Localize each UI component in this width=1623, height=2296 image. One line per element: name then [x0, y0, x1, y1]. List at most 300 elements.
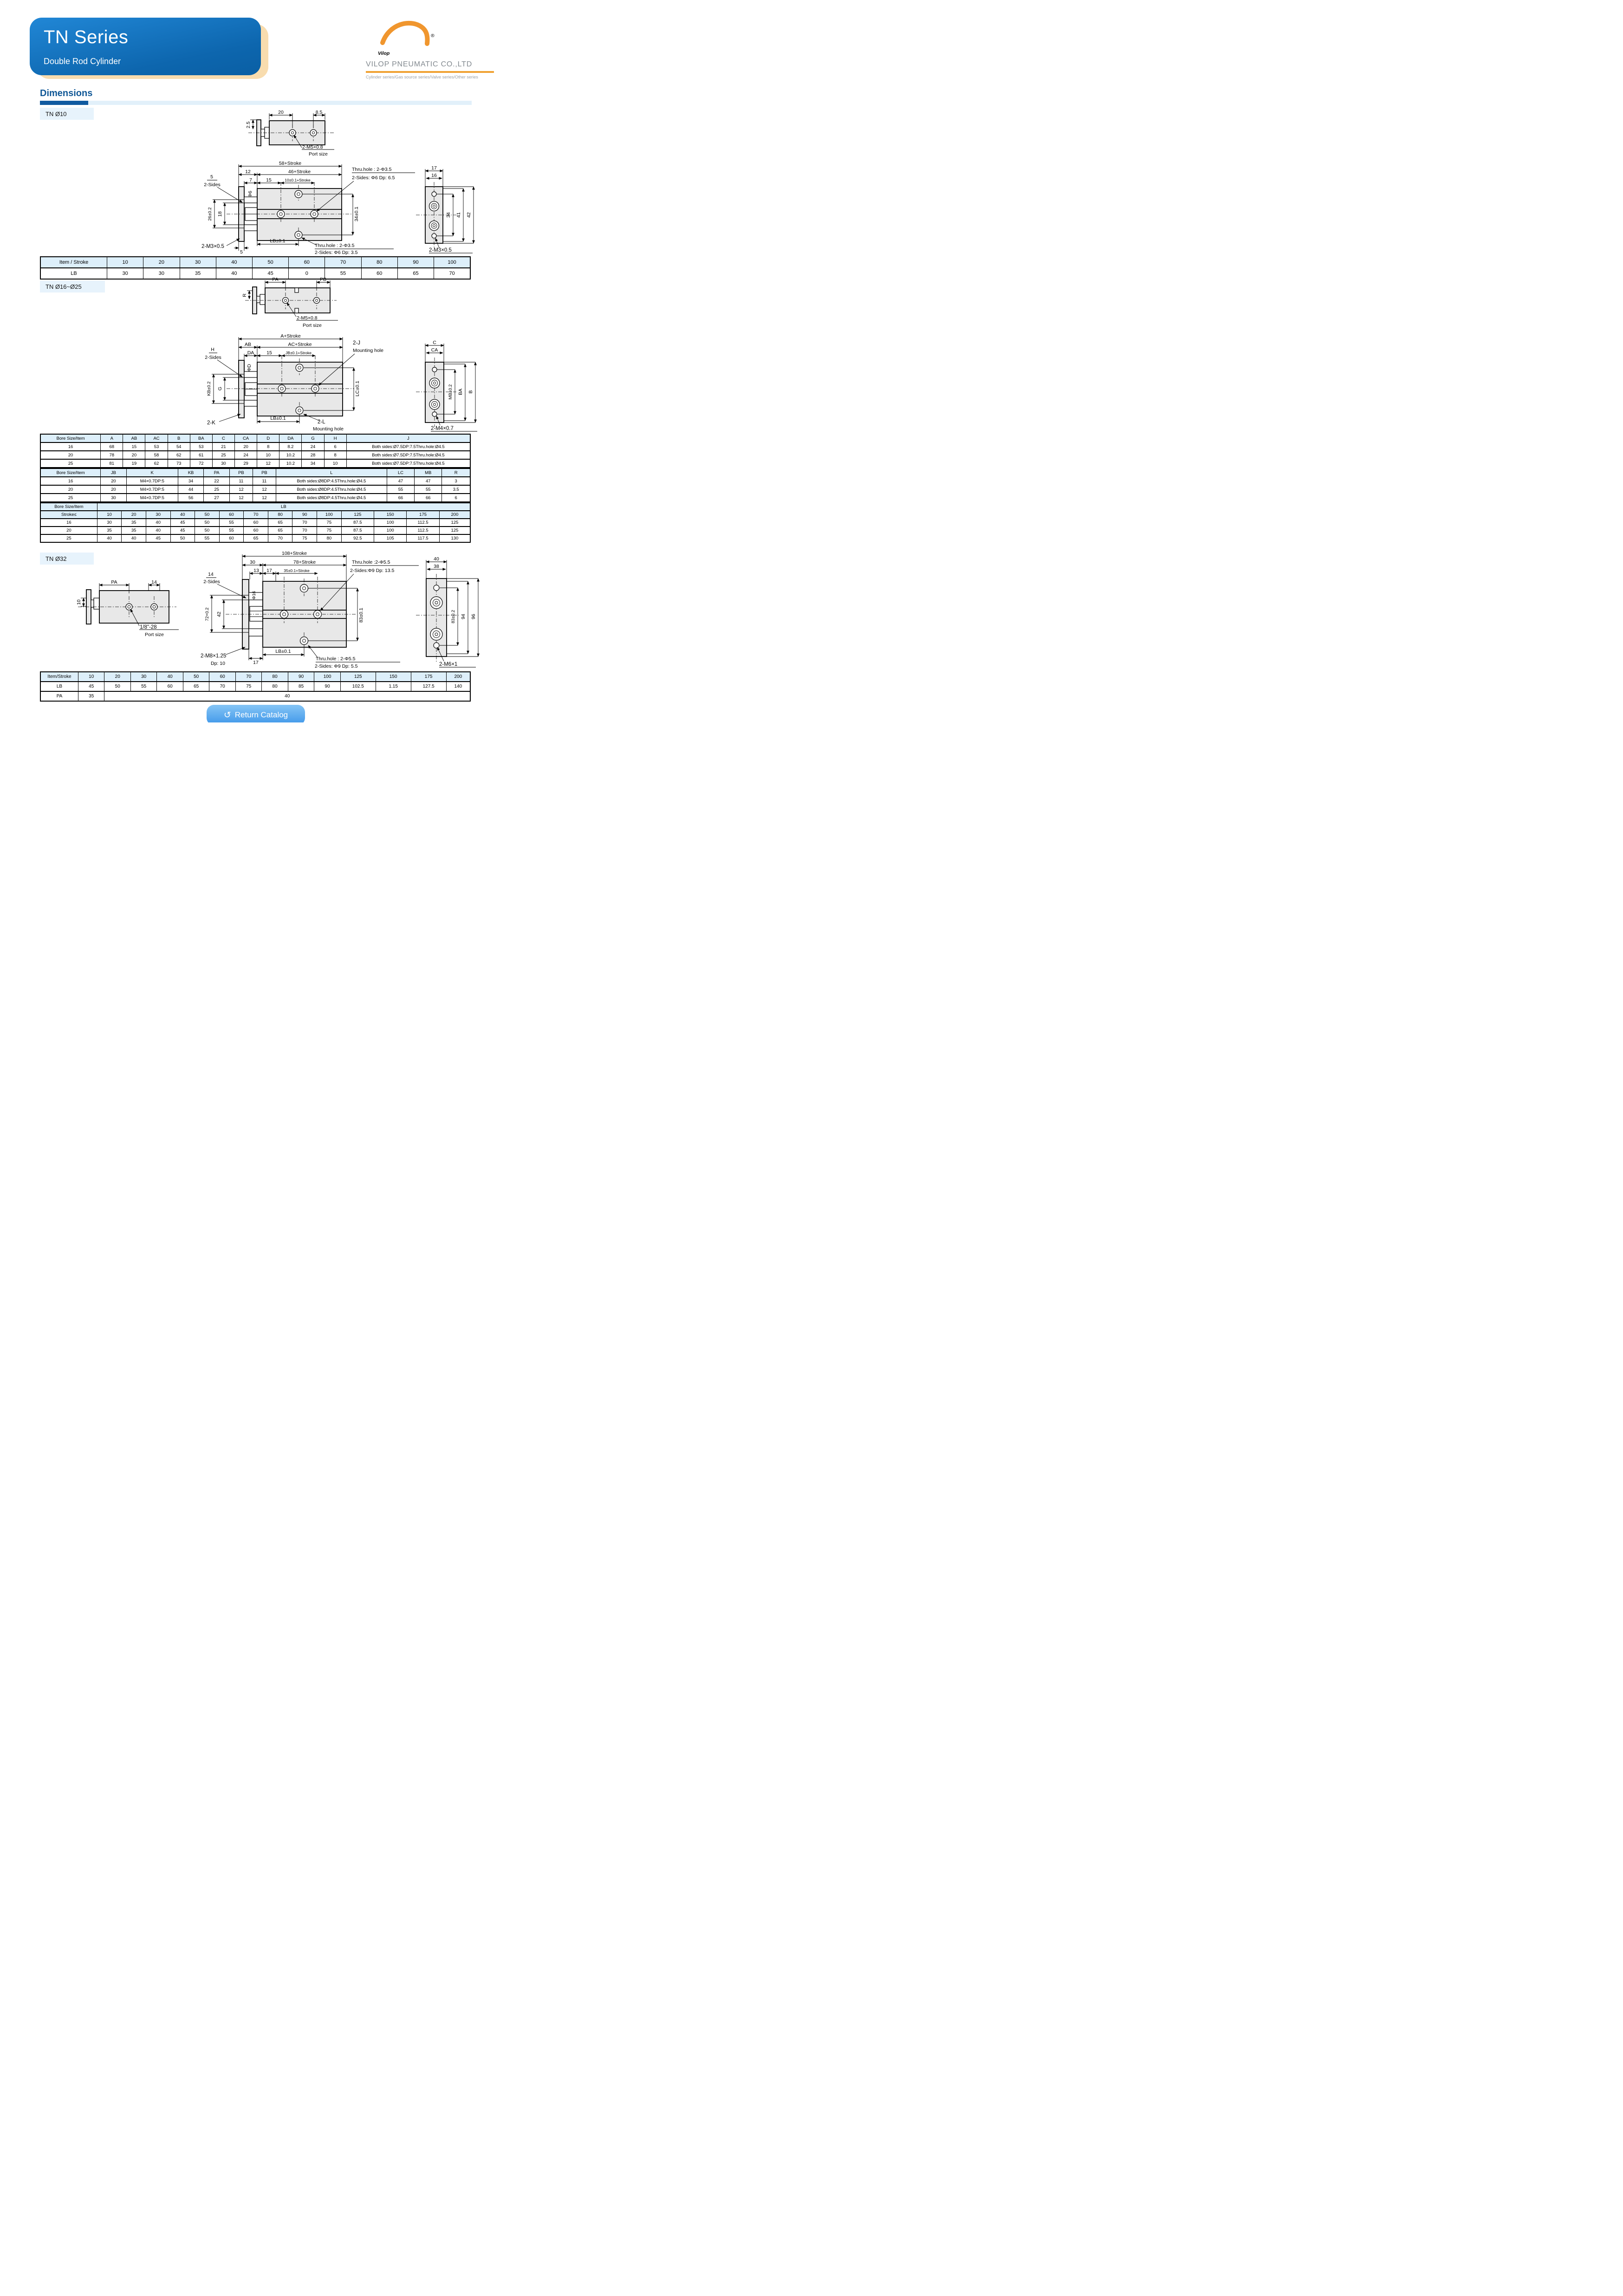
data-cell: 70 — [434, 268, 470, 279]
drawing-tn32-top-view — [74, 578, 190, 640]
data-cell: 3 — [442, 477, 470, 485]
dim-label: 78+Stroke — [293, 559, 316, 565]
dim-label: 10 — [76, 599, 82, 605]
dim-label: B — [468, 390, 474, 394]
data-cell: 112.5 — [407, 519, 439, 527]
data-cell: 70 — [209, 682, 235, 691]
header-cell: H — [324, 434, 346, 442]
thru-hole-label: 2-Sides: Φ9 Dp: 5.5 — [315, 663, 358, 669]
data-cell: 40 — [122, 534, 146, 542]
data-cell: 0 — [289, 268, 325, 279]
dim-label: CA — [431, 347, 438, 353]
header-cell: LB — [97, 503, 470, 511]
data-cell: 45 — [170, 527, 195, 534]
header-cell: 40 — [170, 511, 195, 519]
data-cell: Both sides:Ø8DP:4.5Thru.hole:Ø4.5 — [276, 494, 387, 502]
mounting-hole-label: 2-L — [318, 419, 325, 425]
port-hole — [314, 611, 322, 618]
thread-label: 2-M3×0.5 — [201, 244, 224, 249]
data-cell: 30 — [97, 519, 122, 527]
header-cell: 100 — [317, 511, 342, 519]
header-cell: 50 — [252, 257, 288, 268]
data-cell: 65 — [268, 527, 292, 534]
header-cell: 200 — [439, 511, 470, 519]
data-cell: 30 — [143, 268, 180, 279]
data-cell: 140 — [446, 682, 470, 691]
dim-label: LB±0.1 — [270, 238, 286, 244]
dim-label: 16 — [431, 173, 437, 178]
data-cell: 117.5 — [407, 534, 439, 542]
mounting-hole — [295, 231, 302, 239]
data-cell: 12 — [253, 485, 276, 494]
drawing-tn32-front-view — [199, 550, 422, 670]
data-cell: 11 — [229, 477, 253, 485]
data-cell: M4×0.7DP:5 — [126, 477, 178, 485]
port-hole — [310, 130, 317, 136]
dim-label: 7 — [249, 177, 252, 183]
data-cell: 16 — [40, 519, 97, 527]
data-cell: 20 — [123, 451, 145, 459]
header-cell: 10 — [78, 672, 104, 682]
data-cell: 27 — [204, 494, 230, 502]
data-cell: 40 — [97, 534, 122, 542]
dim-label: 30 — [250, 559, 255, 565]
data-cell: 65 — [268, 519, 292, 527]
header-cell: 100 — [434, 257, 470, 268]
thru-hole-label: 2-Sides:Φ9 Dp: 13.5 — [350, 568, 395, 573]
data-cell: M4×0.7DP:5 — [126, 485, 178, 494]
data-cell: 72 — [190, 459, 212, 468]
header-cell: G — [302, 434, 324, 442]
dim-label: 2-Sides — [205, 355, 221, 360]
dim-label: LC±0.1 — [355, 381, 360, 397]
dim-label: Φ16 — [252, 591, 257, 600]
data-cell: 10 — [324, 459, 346, 468]
dim-label: 94 — [461, 614, 466, 619]
return-catalog-button[interactable] — [207, 705, 305, 722]
data-cell: 65 — [397, 268, 434, 279]
size-label-tn10: TN Ø10 — [40, 108, 94, 120]
data-cell: 25 — [212, 451, 234, 459]
data-cell: 125 — [439, 519, 470, 527]
data-cell: 92.5 — [341, 534, 374, 542]
port-size-sublabel: Port size — [145, 632, 164, 637]
header-cell: 150 — [374, 511, 407, 519]
dim-label: 17 — [266, 568, 272, 573]
dim-label: 12 — [245, 169, 251, 175]
data-cell: 24 — [234, 451, 257, 459]
dim-label: AC+Stroke — [288, 342, 312, 347]
data-cell: 30 — [212, 459, 234, 468]
data-cell: 75 — [317, 527, 342, 534]
rod-hole — [429, 202, 439, 211]
thru-hole-label: Thru.hole : 2-Φ5.5 — [316, 656, 356, 662]
header-cell: 70 — [325, 257, 361, 268]
rod-hole — [429, 399, 440, 410]
data-cell: 10 — [257, 451, 279, 459]
port-hole — [312, 385, 319, 392]
header-cell: 80 — [268, 511, 292, 519]
dim-label: 10±0.1+Stroke — [285, 178, 311, 182]
data-cell: 12 — [229, 494, 253, 502]
brand-logo — [374, 19, 455, 60]
data-cell: 47 — [415, 477, 442, 485]
data-cell: 55 — [219, 527, 244, 534]
data-cell: 40 — [216, 268, 252, 279]
dim-label: 42 — [466, 212, 472, 218]
dim-label: LB±0.1 — [270, 416, 286, 421]
header-cell: 30 — [180, 257, 216, 268]
header-cell: 125 — [341, 511, 374, 519]
dim-label: 83±0.2 — [451, 610, 456, 624]
data-cell: 47 — [387, 477, 414, 485]
thread-label: 2-M8×1.25 — [201, 653, 227, 659]
port-size-sublabel: Port size — [309, 151, 328, 157]
dim-label: 14 — [151, 579, 157, 585]
data-cell: 90 — [314, 682, 340, 691]
header-cell: Bore Size/Item — [40, 503, 97, 511]
thread-label: 2-M3×0.5 — [429, 247, 452, 253]
data-cell: 1.15 — [376, 682, 411, 691]
data-cell: 40 — [146, 519, 170, 527]
thru-hole-label: 2-Sides: Φ6 Dp: 3.5 — [315, 250, 358, 255]
section-rule-light — [88, 101, 472, 105]
data-cell: 40 — [146, 527, 170, 534]
header-cell: Bore Size/Item — [40, 468, 101, 477]
dim-label: BA — [458, 388, 463, 396]
dim-label: 8.5 — [315, 110, 323, 115]
company-name: VILOP PNEUMATIC CO.,LTD — [366, 60, 473, 68]
header-cell: Item/Stroke — [40, 672, 78, 682]
thread-hole — [432, 234, 436, 238]
data-cell: 8 — [324, 451, 346, 459]
dim-label: 15 — [266, 177, 272, 183]
header-cell: 60 — [219, 511, 244, 519]
dim-label: LB±0.1 — [275, 649, 291, 654]
section-rule-dark — [40, 101, 88, 105]
data-cell: 8 — [257, 442, 279, 451]
mounting-hole-sublabel: Mounting hole — [353, 348, 383, 353]
data-cell: 58 — [145, 451, 168, 459]
header-cell: AB — [123, 434, 145, 442]
data-cell: 78 — [101, 451, 123, 459]
data-cell: 75 — [317, 519, 342, 527]
thread-hole — [432, 412, 437, 416]
data-cell: 50 — [195, 519, 220, 527]
header-cell: 50 — [195, 511, 220, 519]
data-cell: 112.5 — [407, 527, 439, 534]
data-cell: 11 — [253, 477, 276, 485]
rod-hole — [430, 597, 442, 609]
data-cell: 25 — [40, 494, 101, 502]
header-cell: Bore Size/Item — [40, 434, 101, 442]
port-hole — [289, 130, 296, 136]
header-cell: CA — [234, 434, 257, 442]
port-size-label: 2-M5×0.8 — [297, 315, 318, 321]
data-cell: 10.2 — [279, 459, 302, 468]
size-label-tn16-25: TN Ø16~Ø25 — [40, 280, 105, 293]
bore-dimension-table-2 — [40, 468, 471, 502]
data-cell: 73 — [168, 459, 190, 468]
port-hole — [314, 298, 320, 304]
dim-label: PB — [319, 277, 327, 282]
thread-hole — [434, 585, 439, 591]
data-cell: 102.5 — [340, 682, 376, 691]
data-cell: 81 — [101, 459, 123, 468]
data-cell: 130 — [439, 534, 470, 542]
data-cell: Both sides:Ø7.5DP:7.5Thru.hole:Ø4.5 — [346, 442, 470, 451]
data-cell: 20 — [101, 477, 127, 485]
header-cell: L — [276, 468, 387, 477]
data-cell: 62 — [145, 459, 168, 468]
drawing-tn10-front-view — [199, 160, 417, 255]
port-hole — [126, 604, 132, 610]
data-cell: 60 — [157, 682, 183, 691]
header-cell: 70 — [244, 511, 268, 519]
brand-rule — [366, 71, 494, 73]
data-cell: 6 — [442, 494, 470, 502]
data-cell: 60 — [244, 527, 268, 534]
port-hole — [280, 611, 288, 618]
header-cell: PA — [204, 468, 230, 477]
registered-mark: ® — [431, 33, 435, 39]
part-outline — [239, 360, 343, 418]
data-cell: 55 — [325, 268, 361, 279]
mounting-hole-sublabel: Mounting hole — [313, 426, 344, 432]
data-cell: 35 — [180, 268, 216, 279]
header-cell: 50 — [183, 672, 209, 682]
header-cell: A — [101, 434, 123, 442]
data-cell: 10.2 — [279, 451, 302, 459]
data-cell: 25 — [40, 534, 97, 542]
data-cell: 20 — [40, 451, 101, 459]
data-cell: 30 — [107, 268, 143, 279]
bore-lb-stroke-table — [40, 502, 471, 543]
thread-sublabel: Dp: 10 — [211, 661, 225, 666]
dim-label: 26±0.2 — [208, 207, 213, 221]
header-cell: 60 — [289, 257, 325, 268]
drawing-tn32-side-view — [413, 554, 494, 670]
header-cell: K — [126, 468, 178, 477]
dim-label: 2-Sides — [203, 579, 220, 585]
port-size-label: 1/8"-28 — [140, 624, 157, 630]
dim-label: Φ6 — [247, 190, 253, 198]
mounting-hole — [295, 190, 302, 198]
dim-label: PA — [111, 579, 117, 585]
header-cell: 10 — [107, 257, 143, 268]
mounting-hole-label: 2-J — [353, 340, 360, 346]
data-cell: 80 — [317, 534, 342, 542]
data-cell: 75 — [235, 682, 261, 691]
data-cell: PA — [40, 691, 78, 701]
mounting-hole — [296, 364, 303, 371]
dim-label: 2-Sides — [204, 182, 221, 188]
dim-label: C — [433, 340, 436, 345]
port-size-sublabel: Port size — [303, 323, 322, 328]
mounting-hole — [300, 585, 308, 592]
header-cell: PB — [253, 468, 276, 477]
data-cell: 12 — [257, 459, 279, 468]
port-hole — [278, 385, 286, 392]
header-cell: 80 — [361, 257, 397, 268]
dim-label: A+Stroke — [280, 333, 301, 339]
data-cell: 53 — [145, 442, 168, 451]
data-cell: 30 — [101, 494, 127, 502]
data-cell: 66 — [387, 494, 414, 502]
mounting-hole — [300, 637, 308, 645]
header-cell: KB — [178, 468, 204, 477]
data-cell: 12 — [253, 494, 276, 502]
data-cell: 35 — [97, 527, 122, 534]
header-cell: D — [257, 434, 279, 442]
header-cell: B — [168, 434, 190, 442]
data-cell: 15 — [123, 442, 145, 451]
data-cell: 70 — [268, 534, 292, 542]
data-cell: 45 — [252, 268, 288, 279]
header-cell: 90 — [292, 511, 317, 519]
dim-label: 34±0.1 — [354, 206, 359, 222]
header-cell: 80 — [262, 672, 288, 682]
logo-wordmark: Vilop — [378, 51, 390, 56]
data-cell: 50 — [104, 682, 130, 691]
data-cell: Both sides:Ø7.5DP:7.5Thru.hole:Ø4.5 — [346, 459, 470, 468]
dim-label: 15 — [266, 350, 272, 356]
data-cell: 21 — [212, 442, 234, 451]
dim-label: PA — [272, 277, 279, 282]
drawing-tn10-top-view — [244, 110, 341, 158]
data-cell: 25 — [204, 485, 230, 494]
data-cell: 3.5 — [442, 485, 470, 494]
data-cell: 60 — [244, 519, 268, 527]
header-cell: 200 — [446, 672, 470, 682]
header-cell: 60 — [209, 672, 235, 682]
header-card — [30, 18, 261, 75]
port-hole — [277, 210, 285, 218]
thread-label: 2-M6×1 — [439, 662, 458, 667]
header-cell: LC — [387, 468, 414, 477]
rod-hole — [429, 378, 440, 388]
data-cell: 105 — [374, 534, 407, 542]
data-cell: 20 — [40, 527, 97, 534]
return-arrow-icon: ↺ — [223, 710, 231, 720]
header-cell: 20 — [143, 257, 180, 268]
dim-label: G — [217, 386, 223, 391]
data-cell: 70 — [292, 527, 317, 534]
data-cell: LB — [40, 268, 107, 279]
data-cell: 61 — [190, 451, 212, 459]
data-cell: 55 — [130, 682, 156, 691]
dim-label: KB±0.2 — [207, 381, 212, 396]
data-cell: 24 — [302, 442, 324, 451]
dim-label: 72+0.2 — [205, 607, 210, 621]
dim-label: 46+Stroke — [288, 169, 311, 175]
data-cell: 35 — [78, 691, 104, 701]
header-cell: 90 — [288, 672, 314, 682]
header-cell: Item / Stroke — [40, 257, 107, 268]
thread-label: 2-K — [207, 420, 215, 426]
data-cell: 55 — [415, 485, 442, 494]
tn10-stroke-table — [40, 256, 471, 280]
data-cell: Both sides:Ø8DP:4.5Thru.hole:Ø4.5 — [276, 485, 387, 494]
data-cell: 19 — [123, 459, 145, 468]
drawing-tn10-side-view — [412, 163, 487, 254]
dim-label: R — [242, 293, 247, 297]
bore-dimension-table-1 — [40, 434, 471, 468]
data-cell: LB — [40, 682, 78, 691]
data-cell: 16 — [40, 442, 101, 451]
rod-hole — [430, 628, 442, 640]
dim-label: 38 — [434, 564, 439, 569]
data-cell: 45 — [170, 519, 195, 527]
return-catalog-label: Return Catalog — [234, 710, 288, 719]
dim-label: MB±0.2 — [448, 384, 453, 400]
data-cell: 20 — [101, 485, 127, 494]
port-size-label: 2-M5×0.8 — [302, 144, 323, 150]
data-cell: 34 — [302, 459, 324, 468]
header-cell: 20 — [104, 672, 130, 682]
data-cell: 12 — [229, 485, 253, 494]
data-cell: M4×0.7DP:5 — [126, 494, 178, 502]
dim-label: AB — [244, 342, 252, 347]
header-cell: 30 — [130, 672, 156, 682]
dim-label: 5 — [210, 174, 213, 180]
dim-label: DA — [247, 350, 254, 356]
data-cell: 35 — [122, 519, 146, 527]
data-cell: 75 — [292, 534, 317, 542]
header-cell: Stroke≤ — [40, 511, 97, 519]
data-cell: 20 — [234, 442, 257, 451]
data-cell: 45 — [146, 534, 170, 542]
header-cell: PB — [229, 468, 253, 477]
header-cell: 100 — [314, 672, 340, 682]
data-cell: 70 — [292, 519, 317, 527]
port-hole — [311, 210, 318, 218]
data-cell: 56 — [178, 494, 204, 502]
data-cell: 87.5 — [341, 519, 374, 527]
data-cell: 8.2 — [279, 442, 302, 451]
header-cell: AC — [145, 434, 168, 442]
header-cell: BA — [190, 434, 212, 442]
size-label-tn32: TN Ø32 — [40, 553, 94, 565]
dim-label: 13 — [253, 568, 259, 573]
header-cell: 70 — [235, 672, 261, 682]
thru-hole-label: 2-Sides: Φ6 Dp: 6.5 — [352, 175, 395, 181]
dim-label: 40 — [434, 556, 439, 562]
dim-label: 96 — [471, 614, 476, 619]
header-cell: R — [442, 468, 470, 477]
drawing-tn16-side-view — [412, 337, 491, 432]
header-cell: 150 — [376, 672, 411, 682]
header-cell: C — [212, 434, 234, 442]
header-cell: JB — [101, 468, 127, 477]
data-cell: 53 — [190, 442, 212, 451]
header-cell: 20 — [122, 511, 146, 519]
header-cell: J — [346, 434, 470, 442]
drawing-tn16-top-view — [241, 277, 348, 332]
data-cell: 20 — [40, 485, 101, 494]
data-cell: 50 — [195, 527, 220, 534]
data-cell: 55 — [195, 534, 220, 542]
header-cell: 90 — [397, 257, 434, 268]
drawing-tn16-front-view — [199, 332, 417, 432]
data-cell: 66 — [415, 494, 442, 502]
data-cell: 29 — [234, 459, 257, 468]
header-cell: DA — [279, 434, 302, 442]
data-cell: 44 — [178, 485, 204, 494]
data-cell: 127.5 — [411, 682, 446, 691]
data-cell: 100 — [374, 527, 407, 534]
dim-label: 17 — [253, 660, 259, 665]
